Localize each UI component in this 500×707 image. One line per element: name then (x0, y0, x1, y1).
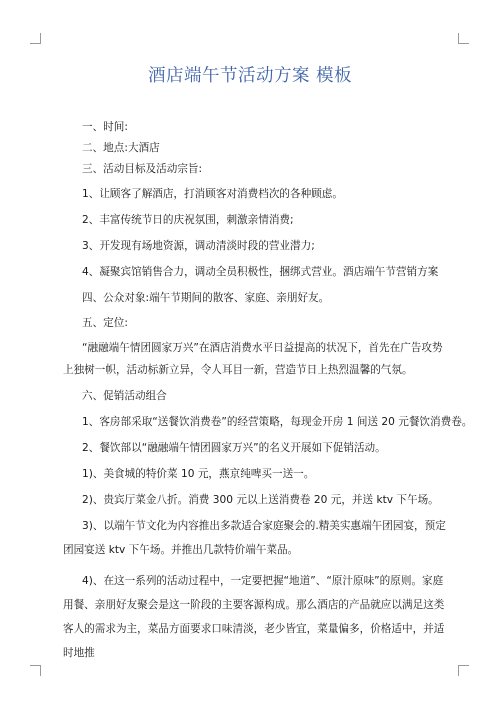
crop-mark-top-left (30, 33, 41, 44)
promotion-item: 2、餐饮部以“融融端午情团圆家万兴”的名义开展如下促销活动。 (82, 442, 386, 454)
goal-item: 1、让顾客了解酒店，打消顾客对消费档次的各种顾虑。 (82, 188, 343, 200)
promotion-subitem: 2)、贵宾厅菜金八折。消费 300 元以上送消费卷 20 元，并送 ktv 下午场。 (82, 494, 439, 506)
goal-item: 2、丰富传统节日的庆祝氛围，刺激亲情消费; (82, 214, 294, 226)
section-time: 一、时间: (82, 121, 128, 133)
section-location: 二、地点:大酒店 (82, 142, 160, 154)
crop-mark-bottom-left (30, 665, 41, 676)
promotion-subitem: 1)、美食城的特价菜 10 元，燕京纯啤买一送一。 (82, 468, 315, 480)
goal-item: 3、开发现有场地资源，调动清淡时段的营业潜力; (82, 240, 315, 252)
crop-mark-top-right (458, 33, 469, 44)
document-title: 酒店端午节活动方案 模板 (147, 66, 353, 86)
section-positioning: 五、定位: (82, 317, 128, 329)
section-audience: 四、公众对象:端午节期间的散客、家庭、亲朋好友。 (82, 292, 330, 304)
promotion-item: 1、客房部采取“送餐饮消费卷”的经营策略，每现金开房 1 间送 20 元餐饮消费卷。 (82, 416, 473, 428)
crop-mark-bottom-right (458, 665, 469, 676)
section-promotions: 六、促销活动组合 (82, 390, 167, 402)
section-goals: 三、活动目标及活动宗旨: (82, 163, 203, 175)
promotion-subitem: 4)、在这一系列的活动过程中，一定要把握“地道”、“原汁原味”的原则。家庭用餐、亲朋好友聚会是这一阶段的主要客源构成。那么酒店的产品就应以满足这类客人的需求为主，菜品方面要求口味清淡，老少皆宜，菜量偏多，价格适中，并适时地推 (63, 575, 445, 659)
goal-item: 4、凝聚宾馆销售合力，调动全员积极性，捆绑式营业。酒店端午节营销方案 (82, 266, 439, 278)
promotion-subitem: 3)、以端午节文化为内容推出多款适合家庭聚会的.精美实惠端午团园宴，预定团园宴送 ktv 下午场。并推出几款特价端午菜品。 (63, 520, 446, 556)
positioning-paragraph: “融融端午情团圆家万兴”在酒店消费水平日益提高的状况下，首先在广告攻势上独树一帜，活动标新立异，令人耳目一新，营造节日上热烈温馨的气氛。 (63, 342, 443, 376)
